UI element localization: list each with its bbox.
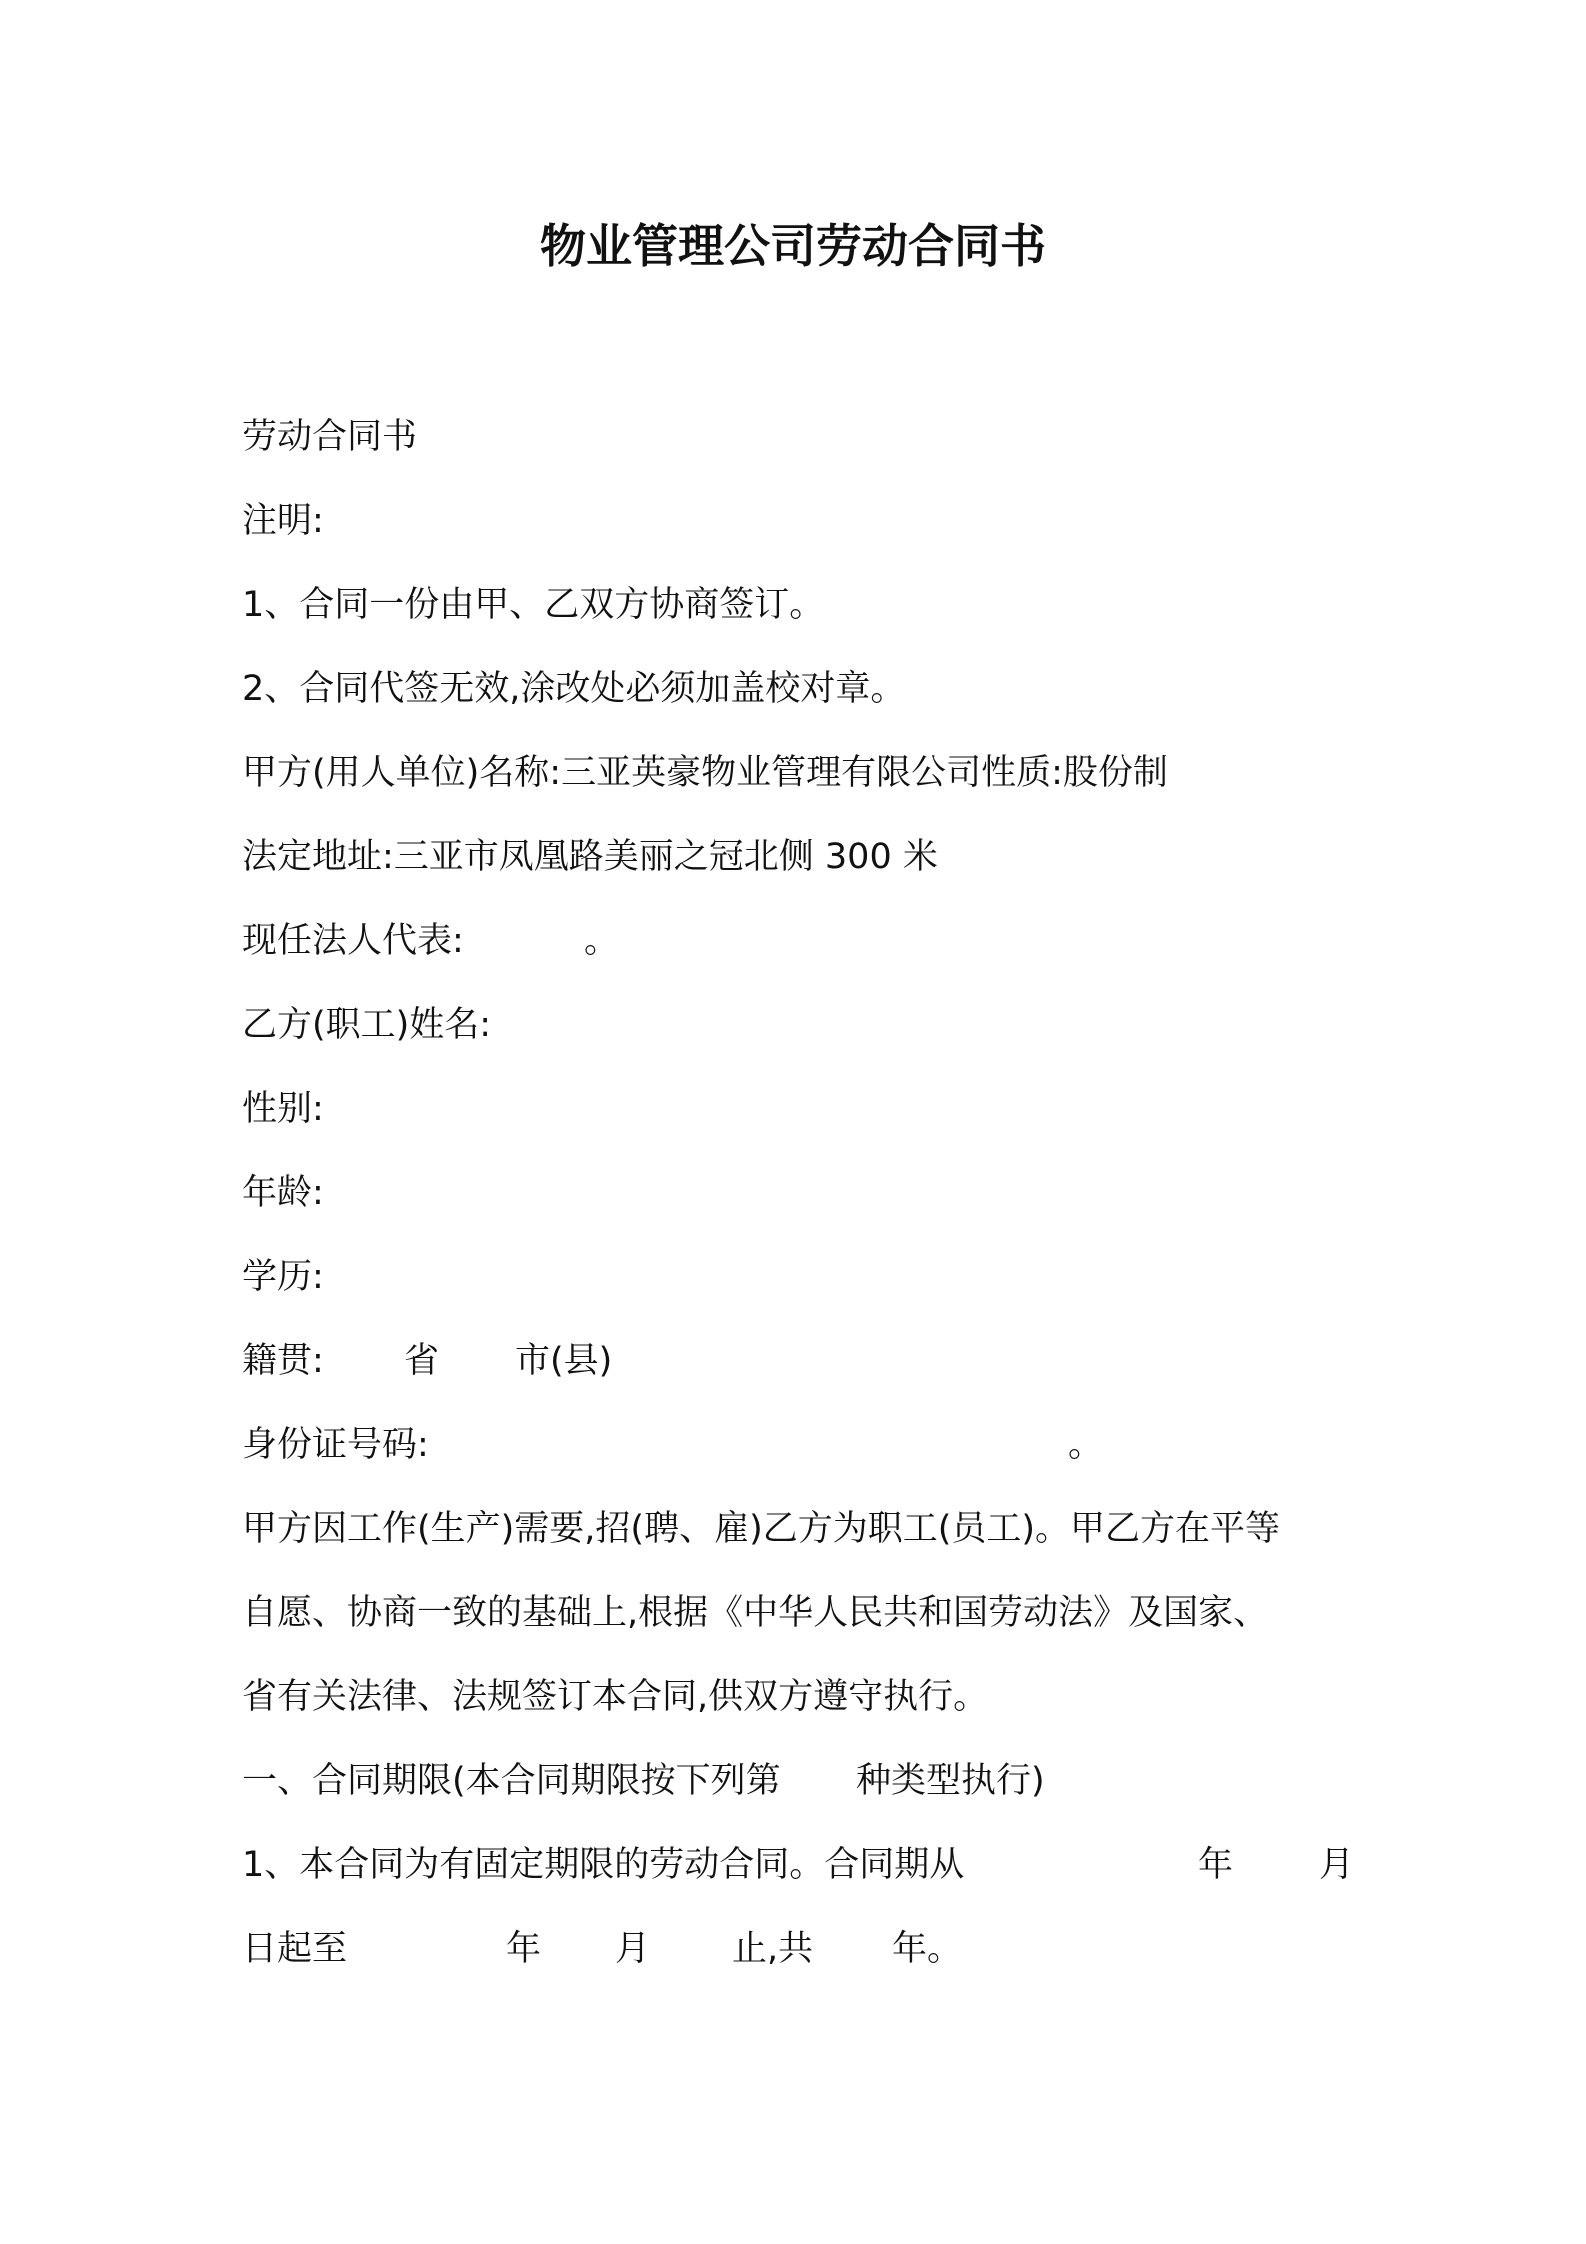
section-1-heading <box>242 1756 1362 1806</box>
note-item-1: 1、合同一份由甲、乙双方协商签订。 <box>242 585 825 625</box>
native-city: 市(县) <box>515 1341 613 1381</box>
native-label: 籍贯: <box>242 1341 324 1381</box>
paragraph-1-line-2: 自愿、协商一致的基础上,根据《中华人民共和国劳动法》及国家、 <box>242 1593 1269 1633</box>
document-title: 物业管理公司劳动合同书 <box>540 219 1046 273</box>
id-number-line <box>242 1420 1362 1470</box>
clause-1-until: 止,共 <box>732 1929 814 1969</box>
id-label: 身份证号码: <box>242 1425 429 1465</box>
education-label: 学历: <box>242 1257 324 1297</box>
paragraph-1-line-3: 省有关法律、法规签订本合同,供双方遵守执行。 <box>242 1677 989 1717</box>
clause-1-to-month: 月 <box>615 1929 651 1969</box>
clause-1-line-2 <box>242 1924 1362 1974</box>
party-a-address: 法定地址:三亚市凤凰路美丽之冠北侧 300 米 <box>242 837 938 877</box>
clause-1-to-year: 年 <box>506 1929 542 1969</box>
clause-1-total-years: 年。 <box>892 1929 963 1969</box>
native-province: 省 <box>404 1341 440 1381</box>
party-b-name-label: 乙方(职工)姓名: <box>242 1005 492 1045</box>
clause-1-line-1 <box>242 1840 1362 1890</box>
section-1-part-b: 种类型执行) <box>856 1761 1045 1801</box>
age-label: 年龄: <box>242 1173 324 1213</box>
gender-label: 性别: <box>242 1089 324 1129</box>
legal-rep-line <box>242 916 1362 966</box>
legal-rep-label: 现任法人代表: <box>242 921 464 961</box>
clause-1-month: 月 <box>1319 1845 1355 1885</box>
contract-heading: 劳动合同书 <box>242 417 418 457</box>
section-1-part-a: 一、合同期限(本合同期限按下列第 <box>242 1761 781 1801</box>
party-a-name: 甲方(用人单位)名称:三亚英豪物业管理有限公司性质:股份制 <box>242 753 1168 793</box>
note-item-2: 2、合同代签无效,涂改处必须加盖校对章。 <box>242 669 906 709</box>
legal-rep-end: 。 <box>584 921 620 961</box>
clause-1-part-a: 1、本合同为有固定期限的劳动合同。合同期从 <box>242 1845 965 1885</box>
clause-1-day-from: 日起至 <box>242 1929 348 1969</box>
native-place-line <box>242 1336 1362 1386</box>
id-end: 。 <box>1068 1425 1104 1465</box>
paragraph-1-line-1: 甲方因工作(生产)需要,招(聘、雇)乙方为职工(员工)。甲乙方在平等 <box>242 1509 1281 1549</box>
note-label: 注明: <box>242 501 324 541</box>
clause-1-year: 年 <box>1198 1845 1234 1885</box>
